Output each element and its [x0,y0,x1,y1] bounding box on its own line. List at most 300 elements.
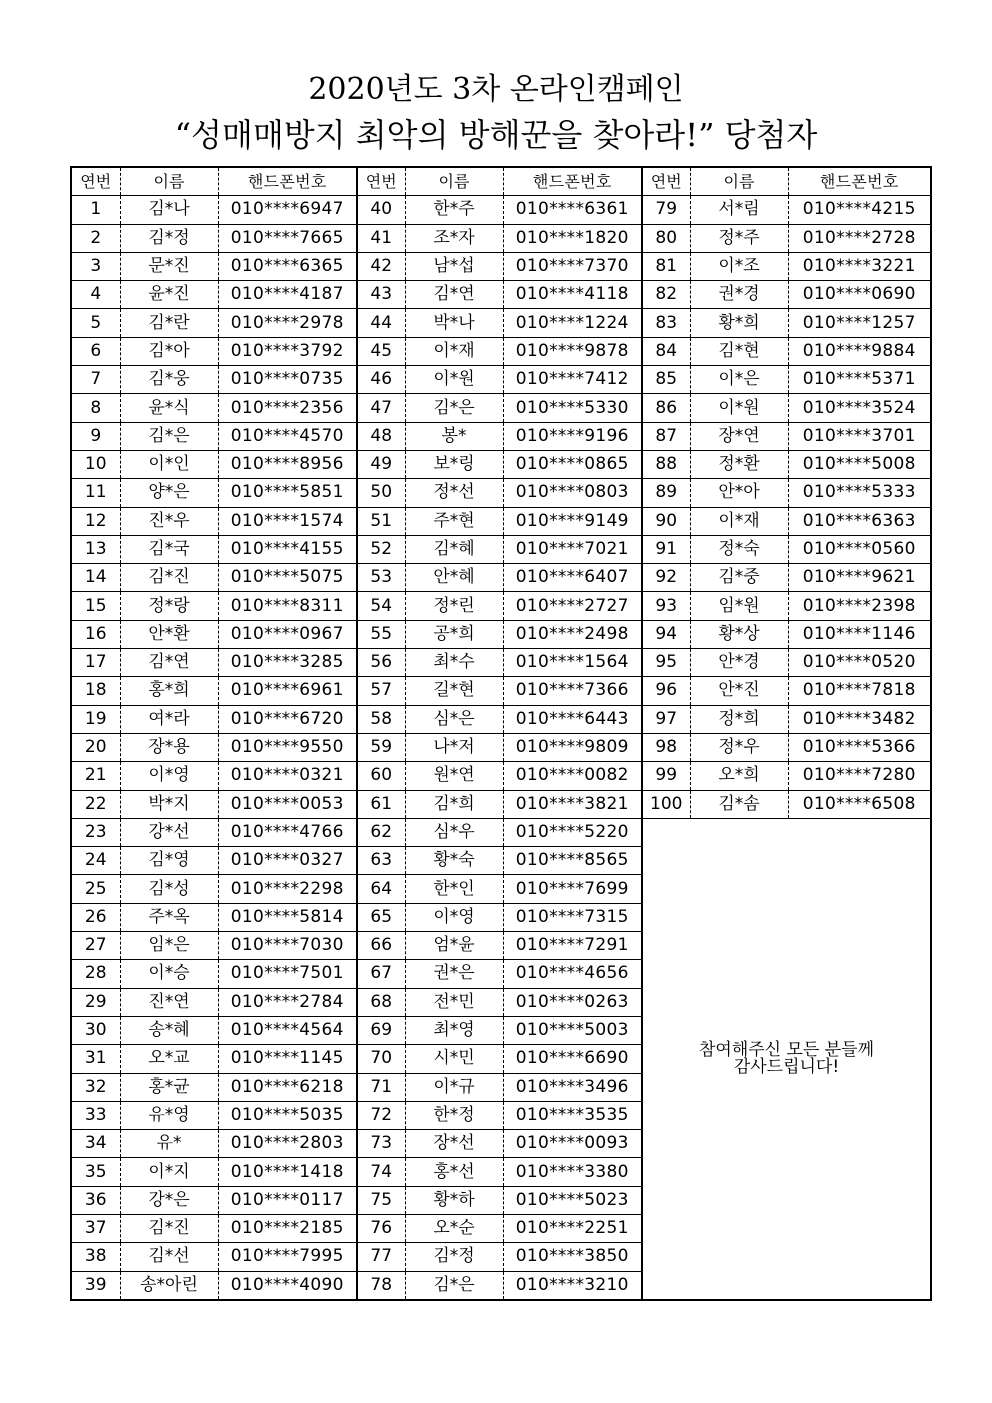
winner-name: 봉* [405,422,503,450]
winner-name: 박*나 [405,309,503,337]
winner-name: 길*현 [405,677,503,705]
winner-name: 장*선 [405,1130,503,1158]
winner-phone: 010****7995 [218,1243,357,1271]
winner-number: 78 [357,1271,405,1300]
winner-phone: 010****0327 [218,847,357,875]
table-row [71,422,931,450]
winner-number: 85 [642,366,690,394]
winner-number: 14 [71,564,120,592]
winner-number: 98 [642,733,690,761]
winner-number: 5 [71,309,120,337]
winner-phone: 010****9809 [503,733,642,761]
winner-phone: 010****6961 [218,677,357,705]
winner-number: 19 [71,705,120,733]
winner-phone: 010****3482 [788,705,931,733]
winner-number: 17 [71,649,120,677]
winner-number: 45 [357,337,405,365]
winner-phone: 010****5023 [503,1186,642,1214]
winner-name: 홍*선 [405,1158,503,1186]
winner-number: 55 [357,620,405,648]
winner-number: 95 [642,649,690,677]
winner-phone: 010****3850 [503,1243,642,1271]
winner-number: 6 [71,337,120,365]
winner-number: 33 [71,1101,120,1129]
header-name: 이름 [690,167,788,196]
table-header-row [71,167,931,196]
winner-phone: 010****5075 [218,564,357,592]
winner-number: 90 [642,507,690,535]
winner-phone: 010****1145 [218,1045,357,1073]
winner-number: 13 [71,535,120,563]
winner-number: 68 [357,988,405,1016]
winner-name: 임*원 [690,592,788,620]
winner-phone: 010****4155 [218,535,357,563]
winner-phone: 010****1146 [788,620,931,648]
winner-phone: 010****7412 [503,366,642,394]
winner-phone: 010****7501 [218,960,357,988]
winner-number: 1 [71,196,120,224]
winner-number: 2 [71,224,120,252]
winner-phone: 010****7366 [503,677,642,705]
winner-name: 유* [120,1130,218,1158]
table-row [71,762,931,790]
winner-phone: 010****8311 [218,592,357,620]
winner-phone: 010****4570 [218,422,357,450]
winner-number: 39 [71,1271,120,1300]
winner-name: 공*희 [405,620,503,648]
winner-name: 황*숙 [405,847,503,875]
winner-phone: 010****9149 [503,507,642,535]
winner-name: 여*라 [120,705,218,733]
winner-number: 91 [642,535,690,563]
winner-name: 주*현 [405,507,503,535]
winner-number: 42 [357,252,405,280]
winner-name: 황*희 [690,309,788,337]
header-phone: 핸드폰번호 [503,167,642,196]
winner-number: 53 [357,564,405,592]
winner-number: 73 [357,1130,405,1158]
winner-number: 10 [71,450,120,478]
winner-number: 80 [642,224,690,252]
winner-phone: 010****0093 [503,1130,642,1158]
winner-phone: 010****0967 [218,620,357,648]
winner-number: 64 [357,875,405,903]
winner-phone: 010****7818 [788,677,931,705]
winner-name: 김*진 [120,1214,218,1242]
winner-name: 진*우 [120,507,218,535]
header-phone: 핸드폰번호 [218,167,357,196]
winner-phone: 010****9196 [503,422,642,450]
winner-phone: 010****6508 [788,790,931,818]
winner-number: 20 [71,733,120,761]
winner-number: 76 [357,1214,405,1242]
winner-number: 84 [642,337,690,365]
winner-phone: 010****0053 [218,790,357,818]
winner-name: 한*주 [405,196,503,224]
winner-number: 72 [357,1101,405,1129]
page-title: 2020년도 3차 온라인캠페인 [308,72,684,107]
winner-name: 김*연 [405,281,503,309]
winner-name: 안*환 [120,620,218,648]
winner-name: 유*영 [120,1101,218,1129]
winner-phone: 010****1418 [218,1158,357,1186]
winner-name: 정*린 [405,592,503,620]
winner-phone: 010****3535 [503,1101,642,1129]
winner-name: 이*승 [120,960,218,988]
winner-number: 40 [357,196,405,224]
winner-name: 서*림 [690,196,788,224]
winner-phone: 010****7315 [503,903,642,931]
winner-phone: 010****2185 [218,1214,357,1242]
winner-name: 심*은 [405,705,503,733]
winner-number: 31 [71,1045,120,1073]
winner-number: 54 [357,592,405,620]
winner-name: 최*영 [405,1016,503,1044]
winner-name: 정*선 [405,479,503,507]
winner-number: 16 [71,620,120,648]
winner-phone: 010****0082 [503,762,642,790]
winner-phone: 010****6365 [218,252,357,280]
winner-number: 89 [642,479,690,507]
winner-number: 81 [642,252,690,280]
table-row [71,592,931,620]
winner-phone: 010****0735 [218,366,357,394]
winner-name: 김*혜 [405,535,503,563]
winner-phone: 010****5333 [788,479,931,507]
winner-phone: 010****5008 [788,450,931,478]
winner-phone: 010****6720 [218,705,357,733]
winner-name: 김*솜 [690,790,788,818]
winner-phone: 010****5003 [503,1016,642,1044]
winner-phone: 010****5330 [503,394,642,422]
winner-number: 82 [642,281,690,309]
winner-phone: 010****3380 [503,1158,642,1186]
winner-phone: 010****4766 [218,818,357,846]
winner-phone: 010****2978 [218,309,357,337]
winner-number: 44 [357,309,405,337]
winner-number: 48 [357,422,405,450]
winner-number: 11 [71,479,120,507]
thanks-line-2: 감사드립니다! [733,1056,840,1077]
winner-number: 59 [357,733,405,761]
table-row [71,309,931,337]
winner-phone: 010****4215 [788,196,931,224]
winner-number: 8 [71,394,120,422]
winner-phone: 010****1257 [788,309,931,337]
winner-phone: 010****7021 [503,535,642,563]
winner-name: 이*재 [405,337,503,365]
winner-number: 58 [357,705,405,733]
table-row [71,196,931,224]
winner-name: 남*섭 [405,252,503,280]
winner-name: 강*선 [120,818,218,846]
winner-name: 정*랑 [120,592,218,620]
winner-name: 정*환 [690,450,788,478]
winner-phone: 010****6407 [503,564,642,592]
winner-name: 이*원 [405,366,503,394]
winner-number: 29 [71,988,120,1016]
header-phone: 핸드폰번호 [788,167,931,196]
winner-phone: 010****9884 [788,337,931,365]
winner-name: 박*지 [120,790,218,818]
winner-name: 김*중 [690,564,788,592]
winner-name: 이*영 [405,903,503,931]
winner-phone: 010****4564 [218,1016,357,1044]
table-row [71,252,931,280]
table-row [71,677,931,705]
winner-phone: 010****3701 [788,422,931,450]
winner-name: 황*상 [690,620,788,648]
winner-phone: 010****1564 [503,649,642,677]
winner-name: 안*진 [690,677,788,705]
winner-phone: 010****7370 [503,252,642,280]
winner-number: 60 [357,762,405,790]
winner-phone: 010****2727 [503,592,642,620]
winner-number: 67 [357,960,405,988]
winner-phone: 010****9878 [503,337,642,365]
winner-number: 57 [357,677,405,705]
winner-phone: 010****5035 [218,1101,357,1129]
winner-phone: 010****2803 [218,1130,357,1158]
winner-name: 김*은 [120,422,218,450]
winner-phone: 010****2728 [788,224,931,252]
winner-number: 26 [71,903,120,931]
winner-number: 24 [71,847,120,875]
winner-name: 정*희 [690,705,788,733]
winner-name: 정*주 [690,224,788,252]
winner-number: 79 [642,196,690,224]
winner-name: 엄*윤 [405,932,503,960]
winner-name: 원*연 [405,762,503,790]
winner-name: 김*정 [120,224,218,252]
winner-phone: 010****2298 [218,875,357,903]
winner-phone: 010****1820 [503,224,642,252]
winner-number: 71 [357,1073,405,1101]
winner-phone: 010****7280 [788,762,931,790]
header-no: 연번 [357,167,405,196]
winner-name: 나*저 [405,733,503,761]
winner-name: 정*우 [690,733,788,761]
winner-number: 46 [357,366,405,394]
winner-number: 94 [642,620,690,648]
winner-name: 장*용 [120,733,218,761]
winner-phone: 010****2498 [503,620,642,648]
winner-number: 51 [357,507,405,535]
winner-name: 전*민 [405,988,503,1016]
winner-name: 안*아 [690,479,788,507]
winner-name: 송*혜 [120,1016,218,1044]
table-row [71,479,931,507]
table-row [71,450,931,478]
winner-number: 21 [71,762,120,790]
winner-phone: 010****0690 [788,281,931,309]
winner-name: 조*자 [405,224,503,252]
winner-phone: 010****0321 [218,762,357,790]
winner-phone: 010****9550 [218,733,357,761]
winner-number: 7 [71,366,120,394]
table-row [71,224,931,252]
winner-phone: 010****4187 [218,281,357,309]
winner-name: 김*정 [405,1243,503,1271]
winner-number: 50 [357,479,405,507]
winner-phone: 010****4118 [503,281,642,309]
winner-number: 99 [642,762,690,790]
winner-name: 김*영 [120,847,218,875]
winner-phone: 010****3792 [218,337,357,365]
winner-phone: 010****0117 [218,1186,357,1214]
winner-phone: 010****7030 [218,932,357,960]
winner-number: 83 [642,309,690,337]
winner-number: 9 [71,422,120,450]
winner-name: 한*정 [405,1101,503,1129]
table-row [71,620,931,648]
winners-table [70,166,932,1301]
winner-name: 김*성 [120,875,218,903]
table-row [71,281,931,309]
winner-number: 100 [642,790,690,818]
winner-number: 52 [357,535,405,563]
winner-name: 이*재 [690,507,788,535]
winner-name: 김*은 [405,394,503,422]
winner-name: 권*은 [405,960,503,988]
table-row [71,649,931,677]
winner-number: 47 [357,394,405,422]
winner-name: 김*웅 [120,366,218,394]
winner-phone: 010****2398 [788,592,931,620]
winner-phone: 010****9621 [788,564,931,592]
winner-name: 강*은 [120,1186,218,1214]
winner-number: 18 [71,677,120,705]
winner-phone: 010****1224 [503,309,642,337]
header-name: 이름 [120,167,218,196]
winner-phone: 010****0803 [503,479,642,507]
winner-phone: 010****6361 [503,196,642,224]
winner-name: 홍*희 [120,677,218,705]
winner-number: 86 [642,394,690,422]
winner-name: 김*현 [690,337,788,365]
table-row [71,818,931,846]
winner-number: 75 [357,1186,405,1214]
winner-phone: 010****4090 [218,1271,357,1300]
table-row [71,535,931,563]
winner-number: 25 [71,875,120,903]
winner-name: 이*규 [405,1073,503,1101]
winner-number: 28 [71,960,120,988]
winner-name: 김*란 [120,309,218,337]
winner-phone: 010****5371 [788,366,931,394]
winner-number: 27 [71,932,120,960]
winner-name: 진*연 [120,988,218,1016]
winner-name: 정*숙 [690,535,788,563]
table-row [71,790,931,818]
winner-name: 이*인 [120,450,218,478]
winner-number: 3 [71,252,120,280]
winner-phone: 010****7699 [503,875,642,903]
winner-phone: 010****1574 [218,507,357,535]
winner-phone: 010****6363 [788,507,931,535]
winner-number: 69 [357,1016,405,1044]
winner-number: 23 [71,818,120,846]
table-row [71,507,931,535]
winner-number: 56 [357,649,405,677]
winner-name: 김*나 [120,196,218,224]
winner-phone: 010****5366 [788,733,931,761]
winner-phone: 010****7291 [503,932,642,960]
winner-phone: 010****3524 [788,394,931,422]
winner-name: 김*진 [120,564,218,592]
winner-name: 김*연 [120,649,218,677]
winner-phone: 010****2251 [503,1214,642,1242]
winner-phone: 010****8956 [218,450,357,478]
winner-number: 22 [71,790,120,818]
winner-name: 송*아린 [120,1271,218,1300]
winner-name: 이*조 [690,252,788,280]
winner-name: 오*희 [690,762,788,790]
winner-phone: 010****6443 [503,705,642,733]
winner-number: 30 [71,1016,120,1044]
winner-phone: 010****6690 [503,1045,642,1073]
winner-number: 15 [71,592,120,620]
winner-phone: 010****2356 [218,394,357,422]
winner-phone: 010****0263 [503,988,642,1016]
page-subtitle: “성매매방지 최악의 방해꾼을 찾아라!” 당첨자 [174,116,818,154]
winner-phone: 010****6218 [218,1073,357,1101]
winner-number: 35 [71,1158,120,1186]
winner-name: 윤*식 [120,394,218,422]
header-no: 연번 [642,167,690,196]
winner-number: 36 [71,1186,120,1214]
winner-number: 34 [71,1130,120,1158]
winner-name: 양*은 [120,479,218,507]
winner-name: 장*연 [690,422,788,450]
winner-phone: 010****5220 [503,818,642,846]
winner-phone: 010****3285 [218,649,357,677]
winner-name: 권*경 [690,281,788,309]
winner-number: 4 [71,281,120,309]
winner-phone: 010****4656 [503,960,642,988]
header-no: 연번 [71,167,120,196]
winner-phone: 010****3221 [788,252,931,280]
winner-name: 김*국 [120,535,218,563]
winner-number: 65 [357,903,405,931]
thanks-message [642,818,931,1300]
table-row [71,705,931,733]
winner-name: 오*교 [120,1045,218,1073]
winner-number: 74 [357,1158,405,1186]
winner-name: 한*인 [405,875,503,903]
winner-name: 이*지 [120,1158,218,1186]
table-row [71,733,931,761]
winner-number: 38 [71,1243,120,1271]
header-name: 이름 [405,167,503,196]
winner-name: 황*하 [405,1186,503,1214]
winner-name: 이*영 [120,762,218,790]
winner-name: 윤*진 [120,281,218,309]
winner-name: 임*은 [120,932,218,960]
table-row [71,366,931,394]
winner-number: 70 [357,1045,405,1073]
winner-number: 93 [642,592,690,620]
winner-name: 김*은 [405,1271,503,1300]
winner-phone: 010****8565 [503,847,642,875]
winner-phone: 010****5851 [218,479,357,507]
winner-number: 96 [642,677,690,705]
winner-number: 61 [357,790,405,818]
winner-number: 62 [357,818,405,846]
winner-phone: 010****5814 [218,903,357,931]
winner-phone: 010****6947 [218,196,357,224]
winner-phone: 010****2784 [218,988,357,1016]
